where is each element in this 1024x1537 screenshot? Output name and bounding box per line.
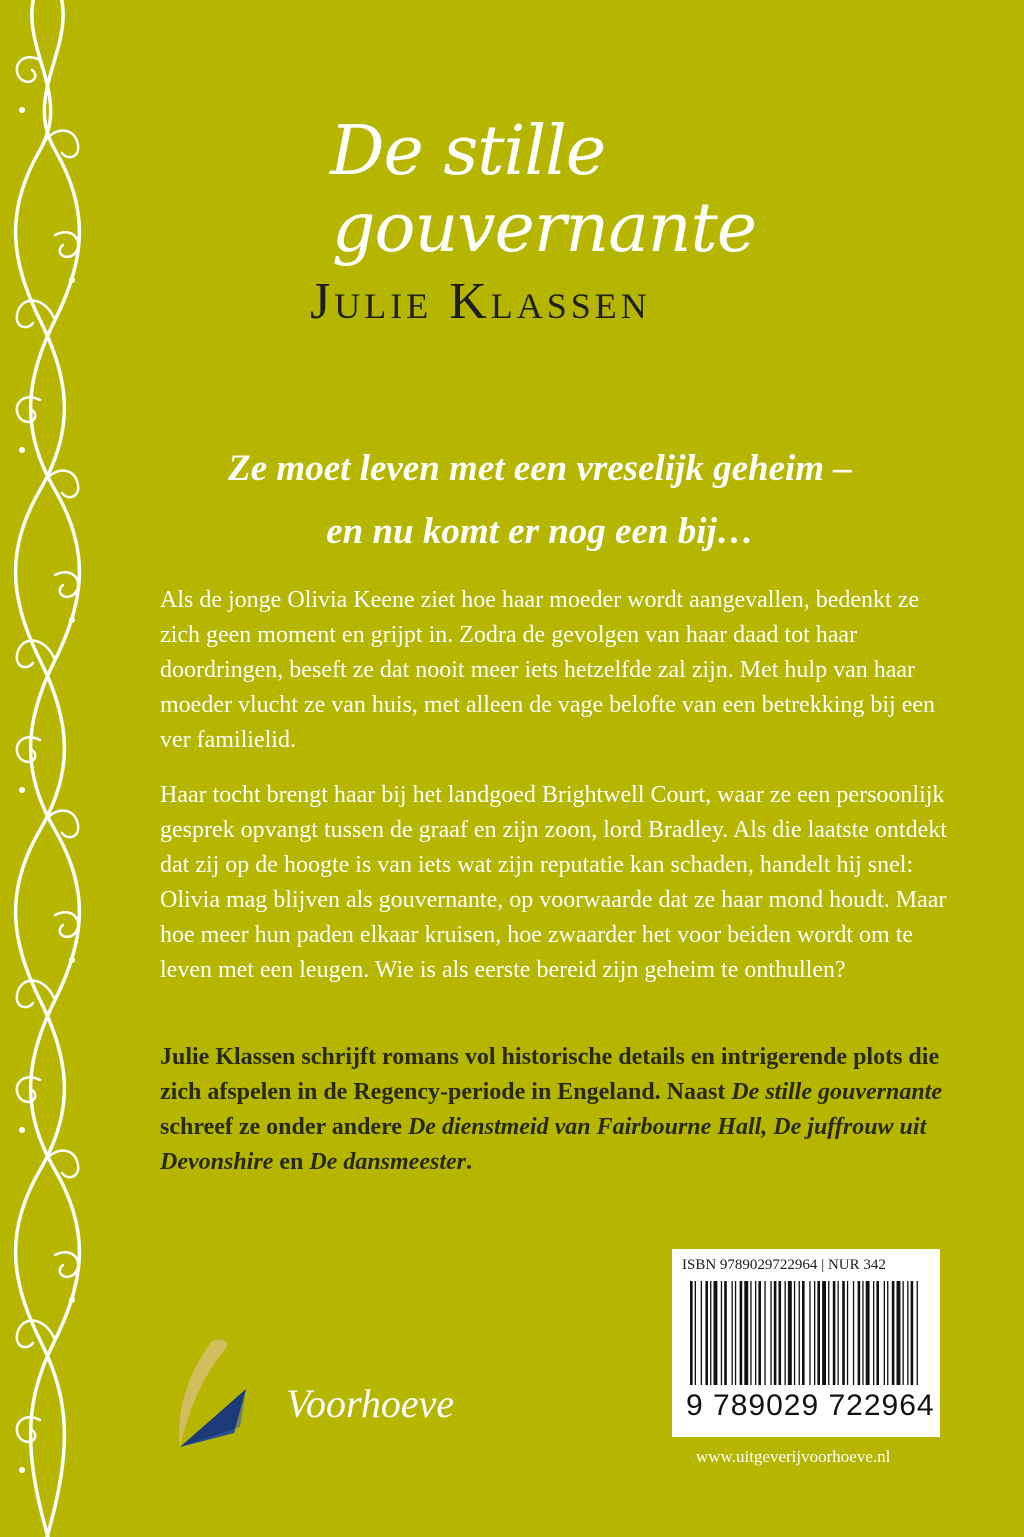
barcode-bar <box>873 1281 874 1385</box>
barcode-bar <box>774 1281 777 1385</box>
barcode-bar <box>847 1281 848 1385</box>
isbn-line <box>682 1257 886 1274</box>
barcode-bar <box>788 1281 792 1385</box>
barcode-bar <box>701 1281 702 1385</box>
barcode-bar <box>735 1281 736 1385</box>
barcode-bar <box>876 1281 879 1385</box>
publisher-logo-icon <box>160 1335 280 1455</box>
barcode-bar <box>887 1281 888 1385</box>
barcode-bar <box>764 1281 765 1385</box>
bio-title-2: De dienstmeid van Fairbourne Hall, De juffrouw uit Devonshire <box>160 1114 927 1175</box>
barcode-bar <box>770 1281 771 1385</box>
barcode-bar <box>710 1281 711 1385</box>
bio-text-3: en <box>273 1149 310 1175</box>
barcode-bar <box>794 1281 795 1385</box>
barcode-bar <box>758 1281 761 1385</box>
isbn-separator: | <box>817 1257 828 1273</box>
bio-text-1: Julie Klassen schrijft romans vol historische details en intrigerende plots die zich afspelen in de Regency-periode in Engeland. Naast <box>160 1044 940 1105</box>
isbn-text: ISBN 9789029722964 <box>682 1257 818 1273</box>
barcode-bar <box>858 1281 861 1385</box>
publisher-website: www.uitgeverijvoorhoeve.nl <box>696 1447 891 1466</box>
barcode-bar <box>785 1281 786 1385</box>
barcode-bar <box>799 1281 800 1385</box>
barcode-bar <box>842 1281 845 1385</box>
barcode-bar <box>892 1281 895 1385</box>
barcode-bar <box>903 1281 904 1385</box>
nur-text: NUR 342 <box>827 1257 886 1273</box>
barcode-bar <box>907 1281 908 1385</box>
barcode-bar <box>724 1281 727 1385</box>
publisher-name: Voorhoeve <box>286 1381 455 1426</box>
barcode-bar <box>690 1281 693 1385</box>
tagline <box>100 437 980 563</box>
tagline-line-1: Ze moet leven met een vreselijk geheim – <box>228 448 852 489</box>
barcode-bar <box>721 1281 722 1385</box>
book-title-line-1: De stille <box>330 112 606 191</box>
barcode-bar <box>884 1281 885 1385</box>
barcode-bar <box>911 1281 914 1385</box>
bio-text-4: . <box>466 1149 472 1175</box>
ornamental-border-icon <box>0 0 90 1537</box>
author-name: Julie Klassen <box>310 273 651 330</box>
barcode-bar <box>828 1281 829 1385</box>
barcode-bar <box>802 1281 805 1385</box>
blurb-paragraph-1: Als de jonge Olivia Keene ziet hoe haar moeder wordt aangevallen, bedenkt ze zich geen moment en grijpt in. Zodra de gevolgen van haar daad tot haar doordringen, beseft ze dat nooit meer iets hetzelfde zal zijn. Met hulp van haar moeder vlucht ze van huis, met alleen de vage belofte van een betrekking bij een ver familielid. <box>160 587 936 753</box>
barcode-bar <box>732 1281 733 1385</box>
barcode-label <box>672 1249 940 1437</box>
barcode-bar <box>853 1281 854 1385</box>
blurb-paragraph-2: Haar tocht brengt haar bij het landgoed Brightwell Court, waar ze een persoonlijk gesprek opvangt tussen de graaf en zijn zoon, lord Bradley. Als die laatste ontdekt dat zij op de hoogte is van iets wat zijn reputatie kan schaden, handelt hij snel: Olivia mag blijven als gouvernante, op voorwaarde dat ze haar mond houdt. Maar hoe meer hun paden elkaar kruisen, hoe zwaarder het voor beiden wordt om te leven met een leugen. Wie is als eerste bereid zijn geheim te onthullen? <box>160 782 947 983</box>
barcode-bar <box>897 1281 901 1385</box>
barcode-icon <box>686 1281 926 1389</box>
barcode-bar <box>714 1281 718 1385</box>
bio-title-3: De dansmeester <box>309 1149 466 1175</box>
barcode-bar <box>866 1281 870 1385</box>
barcode-bar <box>809 1281 810 1385</box>
barcode-bar <box>814 1281 815 1385</box>
tagline-line-2: en nu komt er nog een bij… <box>326 511 754 552</box>
barcode-digits: 9 789029 722964 <box>686 1389 935 1422</box>
book-title-line-2: gouvernante <box>332 189 757 268</box>
barcode-bar <box>917 1281 918 1385</box>
barcode-bar <box>779 1281 782 1385</box>
barcode-bar <box>695 1281 696 1385</box>
barcode-bar <box>817 1281 820 1385</box>
author-bio <box>160 1040 950 1180</box>
barcode-bar <box>838 1281 839 1385</box>
barcode-bar <box>750 1281 751 1385</box>
barcode-bar <box>744 1281 748 1385</box>
barcode-bar <box>862 1281 863 1385</box>
barcode-bar <box>740 1281 743 1385</box>
barcode-bar <box>833 1281 836 1385</box>
bio-text-2: schreef ze onder andere <box>160 1114 408 1140</box>
barcode-bar <box>755 1281 756 1385</box>
bio-title-1: De stille gouvernante <box>731 1079 942 1105</box>
barcode-bar <box>705 1281 708 1385</box>
barcode-bar <box>822 1281 826 1385</box>
